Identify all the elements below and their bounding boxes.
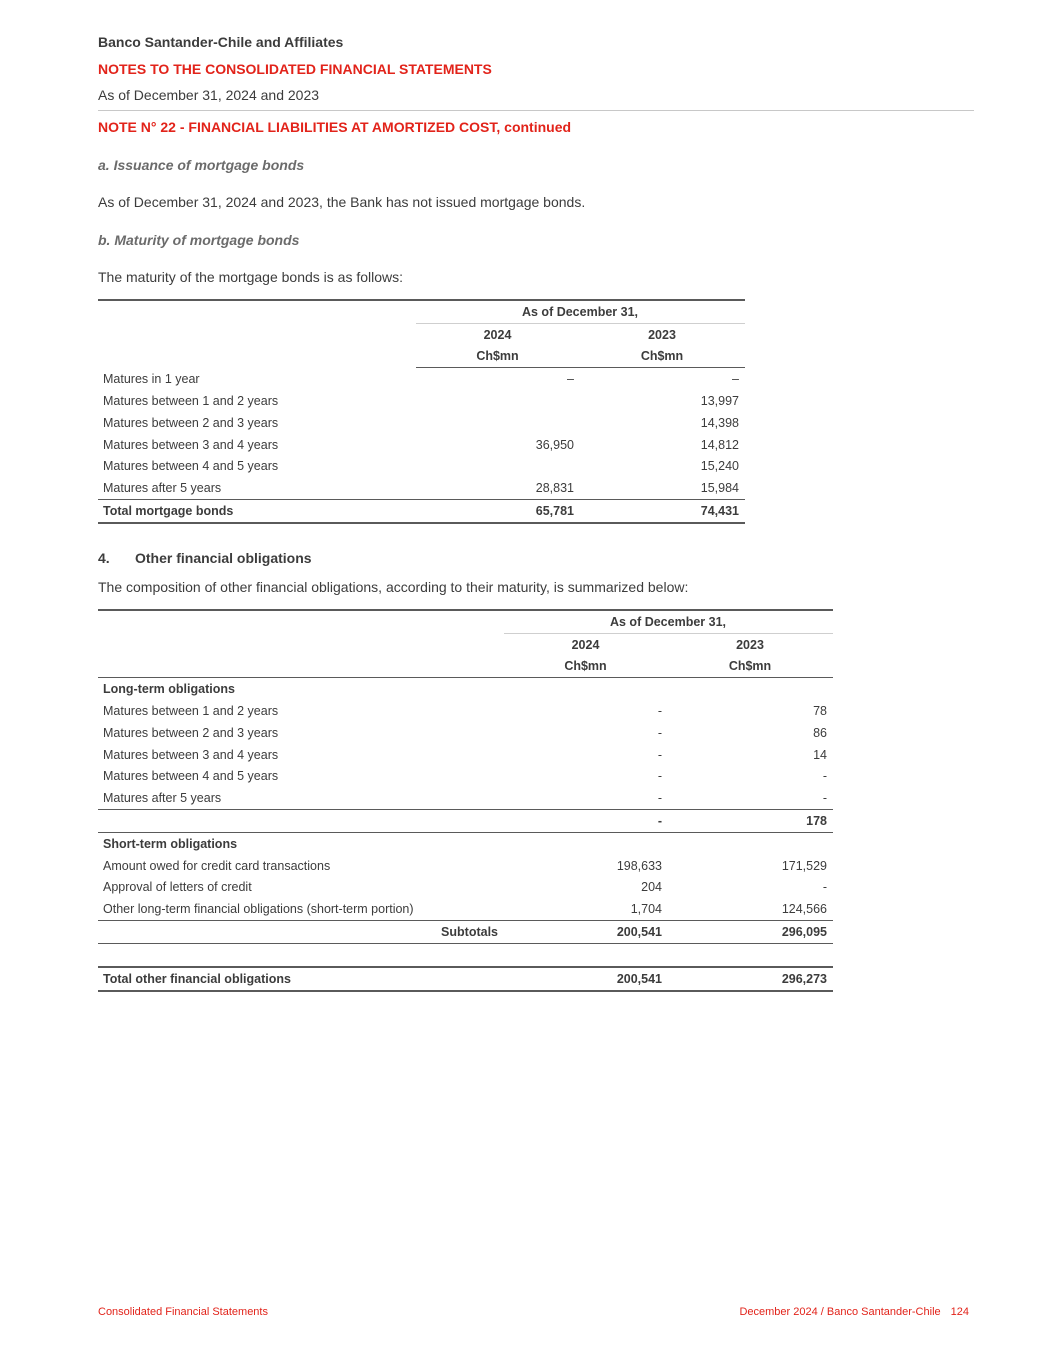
subtotal-row [98, 921, 833, 944]
row-label: Matures between 3 and 4 years [103, 747, 279, 762]
row-label: Matures between 1 and 2 years [103, 394, 279, 409]
section-4-number: 4. [98, 550, 110, 566]
table-row [98, 877, 833, 899]
row-label: Matures after 5 years [103, 481, 222, 496]
section-b-heading: b. Maturity of mortgage bonds [98, 232, 300, 248]
row-label: Matures between 2 and 3 years [103, 725, 279, 740]
header-divider [98, 110, 974, 111]
page-number: 124 [950, 1306, 969, 1318]
row-label: Matures between 2 and 3 years [103, 415, 279, 430]
year-2024-header: 2024 [571, 637, 600, 652]
row-label: Matures in 1 year [103, 372, 200, 387]
row-label: Matures between 3 and 4 years [103, 437, 279, 452]
section-a-text: As of December 31, 2024 and 2023, the Bank has not issued mortgage bonds. [98, 194, 586, 210]
table-header-row [98, 633, 833, 655]
total-label: Total mortgage bonds [98, 500, 416, 523]
as-of-header: As of December 31, [416, 300, 745, 323]
year-2023-header: 2023 [648, 327, 676, 342]
table-row [98, 700, 833, 722]
value-2023: 171,529 [781, 858, 827, 873]
value-2023: 14,398 [700, 415, 739, 430]
value-2024 [416, 456, 580, 478]
value-2024: 204 [641, 880, 662, 895]
table-row [98, 368, 745, 390]
row-label: Approval of letters of credit [103, 880, 252, 895]
subtotal-2023: 296,095 [668, 921, 833, 944]
long-term-heading: Long-term obligations [98, 678, 504, 700]
row-label: Matures after 5 years [103, 791, 222, 806]
row-label: Matures between 4 and 5 years [103, 769, 279, 784]
subtotal-row [98, 810, 833, 833]
table-row [98, 722, 833, 744]
spacer-row [98, 943, 833, 966]
table-row [98, 390, 745, 412]
value-2024: - [657, 704, 662, 719]
section-4-title: Other financial obligations [135, 550, 312, 566]
value-2023: - [822, 880, 827, 895]
section-4-heading [98, 550, 312, 566]
value-2024: 28,831 [535, 481, 574, 496]
total-2024: 200,541 [504, 967, 668, 991]
year-2023-header: 2023 [736, 637, 764, 652]
total-row [98, 967, 833, 991]
value-2024 [416, 390, 580, 412]
total-2023: 74,431 [580, 500, 745, 523]
subtotal-2024: 200,541 [504, 921, 668, 944]
as-of-header: As of December 31, [504, 610, 833, 633]
row-label: Amount owed for credit card transactions [103, 858, 331, 873]
table-header-row [98, 300, 745, 323]
table-header-row [98, 610, 833, 633]
value-2023: 13,997 [700, 394, 739, 409]
table-row [98, 744, 833, 766]
value-2024: 1,704 [630, 902, 662, 917]
total-2023: 296,273 [668, 967, 833, 991]
group-heading-row [98, 678, 833, 700]
total-2024: 65,781 [416, 500, 580, 523]
notes-title: NOTES TO THE CONSOLIDATED FINANCIAL STATEMENTS [98, 61, 492, 77]
value-2024: - [657, 747, 662, 762]
value-2023: 14,812 [700, 437, 739, 452]
table-row [98, 434, 745, 456]
table-row [98, 855, 833, 877]
unit-header: Ch$mn [580, 346, 745, 368]
note-title: NOTE N° 22 - FINANCIAL LIABILITIES AT AMORTIZED COST, continued [98, 119, 572, 135]
footer-right [739, 1306, 969, 1318]
subtotal-2024: - [504, 810, 668, 833]
subtotal-label: Subtotals [98, 921, 504, 944]
row-label: Matures between 1 and 2 years [103, 704, 279, 719]
footer-publication: December 2024 / Banco Santander-Chile [739, 1306, 941, 1318]
value-2023: 86 [813, 725, 827, 740]
value-2024: 198,633 [616, 858, 662, 873]
table-header-row [98, 346, 745, 368]
value-2023: 15,984 [700, 481, 739, 496]
value-2024: – [567, 372, 574, 387]
section-a-heading: a. Issuance of mortgage bonds [98, 157, 305, 173]
value-2023: 78 [813, 704, 827, 719]
table-row [98, 477, 745, 499]
mortgage-bonds-maturity-table [98, 299, 745, 524]
value-2024: - [657, 725, 662, 740]
section-b-text: The maturity of the mortgage bonds is as follows: [98, 269, 404, 285]
row-label: Matures between 4 and 5 years [103, 459, 279, 474]
value-2023: - [822, 769, 827, 784]
value-2024: - [657, 791, 662, 806]
company-name: Banco Santander-Chile and Affiliates [98, 34, 344, 50]
value-2024: - [657, 769, 662, 784]
unit-header: Ch$mn [564, 659, 607, 674]
table-header-row [98, 323, 745, 345]
table-row [98, 412, 745, 434]
value-2023: 15,240 [700, 459, 739, 474]
other-financial-obligations-table [98, 609, 833, 992]
unit-header: Ch$mn [728, 659, 772, 674]
period-label: As of December 31, 2024 and 2023 [98, 87, 320, 103]
table-row [98, 898, 833, 920]
subtotal-2023: 178 [668, 810, 833, 833]
table-row [98, 787, 833, 809]
value-2023: - [822, 791, 827, 806]
year-2024-header: 2024 [483, 327, 512, 342]
unit-header: Ch$mn [416, 346, 580, 368]
value-2023: – [732, 372, 739, 387]
total-row [98, 500, 745, 523]
section-4-text: The composition of other financial obligations, according to their maturity, is summarized below: [98, 579, 689, 595]
row-label: Other long-term financial obligations (short-term portion) [103, 902, 414, 917]
table-row [98, 766, 833, 788]
total-label: Total other financial obligations [98, 967, 504, 991]
group-heading-row [98, 832, 833, 854]
value-2023: 124,566 [781, 902, 827, 917]
value-2024 [416, 412, 580, 434]
footer-document-title: Consolidated Financial Statements [98, 1306, 268, 1318]
table-header-row [98, 656, 833, 678]
table-row [98, 456, 745, 478]
value-2023: 14 [813, 747, 827, 762]
short-term-heading: Short-term obligations [98, 832, 504, 854]
value-2024: 36,950 [535, 437, 574, 452]
